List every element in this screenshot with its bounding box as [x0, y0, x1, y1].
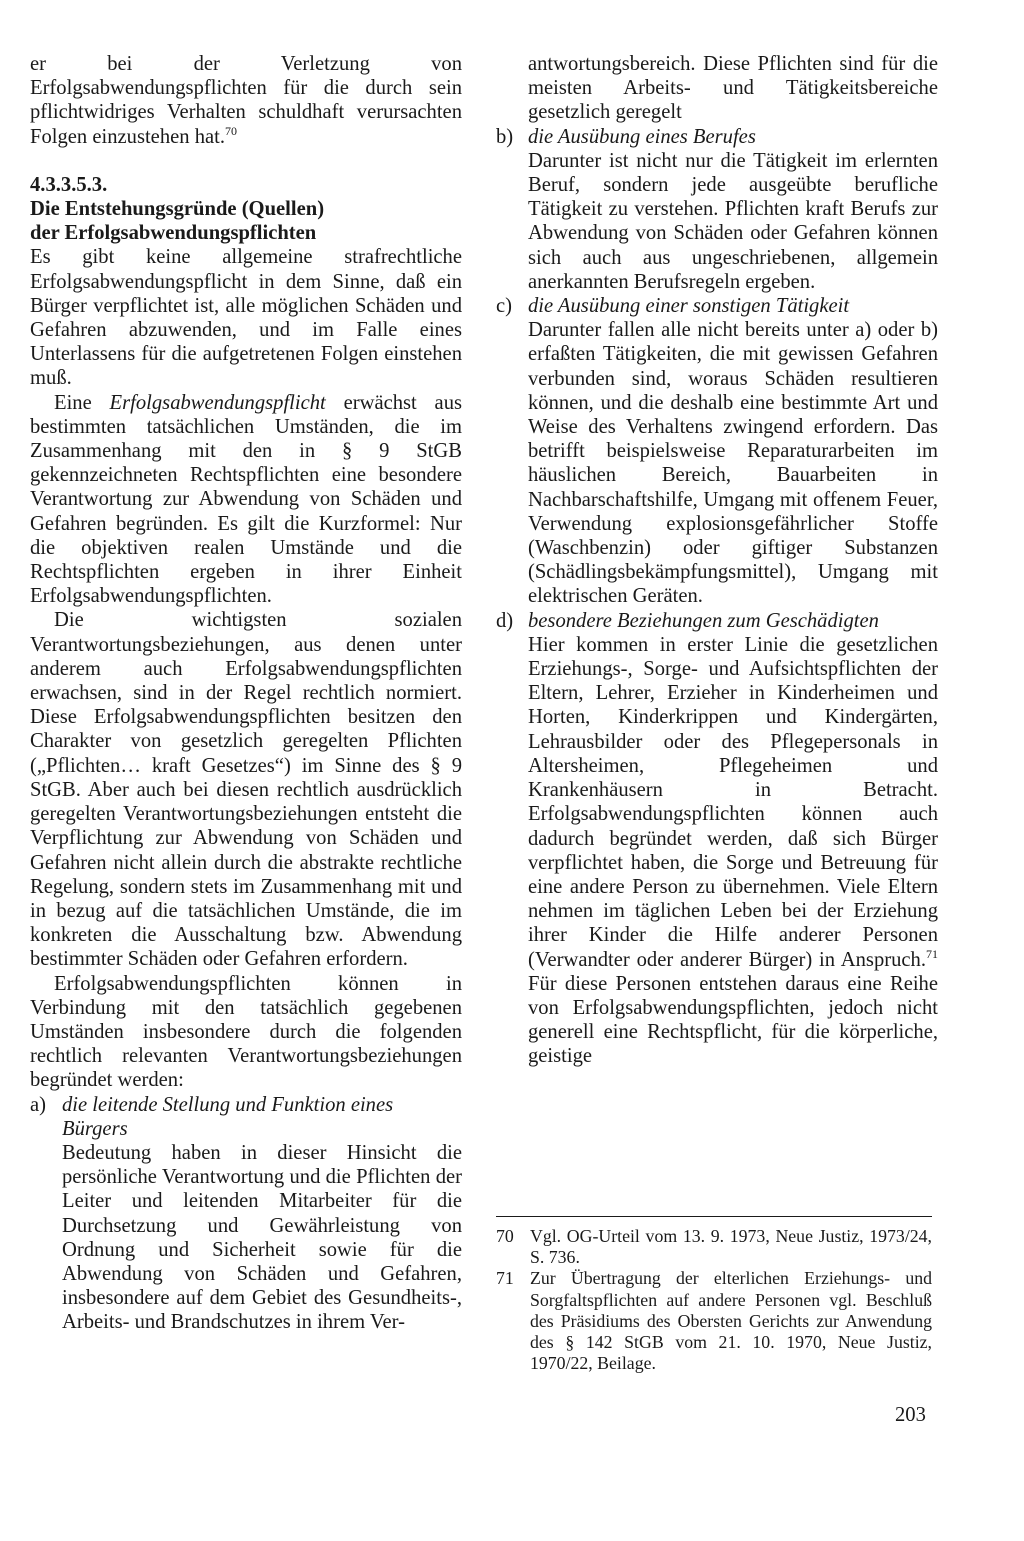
left-column — [30, 52, 462, 1335]
list-item-c — [496, 294, 938, 609]
list-item-a-continued-text: antwortungsbereich. Diese Pflichten sind für die meisten Arbeits- und Tätigkeitsbereiche gesetzlich geregelt — [528, 53, 938, 124]
paragraph-3: Die wichtigsten sozialen Verantwortungsbeziehungen, aus denen unter anderem auch Erfolgsabwendungspflichten erwachsen, sind in der Regel rechtlich normiert. Diese Erfolgsabwendungspflichten besitzen den Charakter von gesetzlich geregelten Pflichten („Pflichten… kraft Gesetzes“) im Sinne des § 9 StGB. Aber auch bei diesen rechtlich ausdrücklich geregelten Verantwortungsbeziehungen entsteht die Verpflichtung zur Abwendung von Schäden und Gefahren nicht allein durch die abstrakte rechtliche Regelung, sondern stets im Zusammenhang mit und in bezug auf die tatsächlichen Umstände, die im konkreten die Ausschaltung bzw. Abwendung bestimmter Schäden oder Gefahren erfordern. — [30, 609, 462, 971]
list-item-b-letter: b) — [496, 125, 514, 148]
list-item-b-title: die Ausübung eines Berufes — [528, 125, 756, 148]
footnote-divider — [496, 1216, 932, 1217]
section-title-line1: Die Entstehungsgründe (Quellen) — [30, 198, 325, 221]
section-number: 4.3.3.5.3. — [30, 173, 108, 196]
continuation-paragraph — [30, 52, 462, 149]
list-item-a — [30, 1093, 462, 1335]
list-item-b-text: Darunter ist nicht nur die Tätigkeit im erlernten Beruf, sondern jede ausgeübte berufliche Tätigkeit zu verstehen. Pflichten kraft Berufs zur Abwendung von Schäden oder Gefahren können sich auch aus ungeschriebenen, allgemein anerkannten Berufsregeln ergeben. — [528, 149, 938, 293]
continuation-text: er bei der Verletzung von Erfolgsabwendungspflichten für die durch sein pflichtwidriges Verhalten schuldhaft verursachten Folgen einzustehen hat. — [30, 53, 462, 148]
list-item-c-title: die Ausübung einer sonstigen Tätigkeit — [528, 295, 850, 318]
list-item-d-text-start: Hier kommen in erster Linie die gesetzlichen Erziehungs-, Sorge- und Aufsichtspflichten der Eltern, Lehrer, Erzieher in Kinderheimen und Horten, Kinderkrippen und Kindergärten, Lehrausbilder oder des Pflegepersonals in Altersheimen, Pflegeheimen und Krankenhäusern in Betracht. Erfolgsabwendungspflichten können auch dadurch begründet werden, daß sich Bürger verpflichtet haben, die Sorge und Betreuung für eine andere Person zu übernehmen. Viele Eltern nehmen im täglichen Leben bei der Erziehung ihrer Kinder die Hilfe anderer Personen (Verwandter oder anderer Bürger) in Anspruch. — [528, 633, 938, 971]
paragraph-4: Erfolgsabwendungspflichten können in Verbindung mit den tatsächlich gegebenen Umständen insbesondere durch die folgenden rechtlich relevanten Verantwortungsbeziehungen begründet werden: — [30, 972, 462, 1092]
list-item-a-letter: a) — [30, 1093, 46, 1116]
list-item-d-text-end: Für diese Personen entstehen daraus eine Reihe von Erfolgsabwendungspflichten, jedoch nicht generell eine Rechtspflicht, für die körperliche, geistige — [528, 972, 938, 1068]
footnote-number: 71 — [496, 1268, 514, 1289]
footnotes — [496, 1226, 932, 1374]
list-item-b — [496, 125, 938, 294]
paragraph-2-rest: erwächst aus bestimmten tatsächlichen Umständen, die im Zusammenhang mit den in § 9 StGB gekennzeichneten Rechtspflichten eine besondere Verantwortung zur Abwendung von Schäden und Gefahren begründen. Es gilt die Kurzformel: Nur die objektiven realen Umstände und die Rechtspflichten ergeben in ihrer Einheit Erfolgsabwendungspflichten. — [30, 391, 463, 608]
list-item-a-text: Bedeutung haben in dieser Hinsicht die persönliche Verantwortung und die Pflichten der Leiter und leitenden Mitarbeiter für die Durchsetzung und Gewährleistung von Ordnung und Sicherheit sowie für die Abwendung von Schäden und Gefahren, insbesondere auf dem Gebiet des Gesundheits-, Arbeits- und Brandschutzes in ihrem Ver- — [62, 1141, 462, 1334]
footnote-71 — [496, 1268, 932, 1374]
paragraph-1: Es gibt keine allgemeine strafrechtliche Erfolgsabwendungspflicht in dem Sinne, daß ein Bürger verpflichtet ist, alle möglichen Schäden und Gefahren abzuwenden, und im Falle eines Unterlassens für die aufgetretenen Folgen einstehen muß. — [30, 246, 462, 390]
footnote-ref-71[interactable]: 71 — [926, 946, 938, 961]
emphasis-term: Erfolgsabwendungspflicht — [109, 391, 326, 414]
footnote-text: Vgl. OG-Urteil vom 13. 9. 1973, Neue Justiz, 1973/24, S. 736. — [530, 1226, 932, 1268]
footnote-text: Zur Übertragung der elterlichen Erziehungs- und Sorgfaltspflichten auf andere Personen vgl. Beschluß des Präsidiums des Obersten Gerichts zur Anwendung des § 142 StGB vom 21. 10. 1970, Neue Justiz, 1970/22, Beilage. — [530, 1268, 932, 1374]
list-item-a-title: die leitende Stellung und Funktion eines Bürgers — [62, 1093, 394, 1140]
right-column — [496, 52, 938, 1069]
list-item-d — [496, 609, 938, 1069]
list-item-c-letter: c) — [496, 295, 512, 318]
list-item-d-title: besondere Beziehungen zum Geschädigten — [528, 609, 879, 632]
page-number: 203 — [895, 1404, 926, 1426]
section-title-line2: der Erfolgsabwendungspflichten — [30, 222, 317, 245]
list-item-d-text — [528, 633, 938, 1069]
footnote-ref-70[interactable]: 70 — [225, 123, 238, 138]
paragraph-2-start: Eine — [54, 391, 110, 414]
list-item-a-continued — [496, 52, 938, 125]
footnote-number: 70 — [496, 1226, 514, 1246]
paragraph-2 — [30, 391, 462, 609]
footnote-70 — [496, 1226, 932, 1268]
list-item-c-text: Darunter fallen alle nicht bereits unter a) oder b) erfaßten Tätigkeiten, die mit gewissen Gefahren verbunden sind, woraus Schäden resultieren können, und die deshalb eine bestimmte Art und Weise des Verhaltens zwingend erfordern. Das betrifft beispielsweise Reparaturarbeiten im häuslichen Bereich, Bauarbeiten in Nachbarschaftshilfe, Umgang mit offenem Feuer, Verwendung explosionsgefährlicher Stoffe (Waschbenzin) oder giftiger Substanzen (Schädlingsbekämpfungsmittel), Umgang mit elektrischen Geräten. — [528, 319, 938, 608]
list-item-d-letter: d) — [496, 609, 514, 632]
